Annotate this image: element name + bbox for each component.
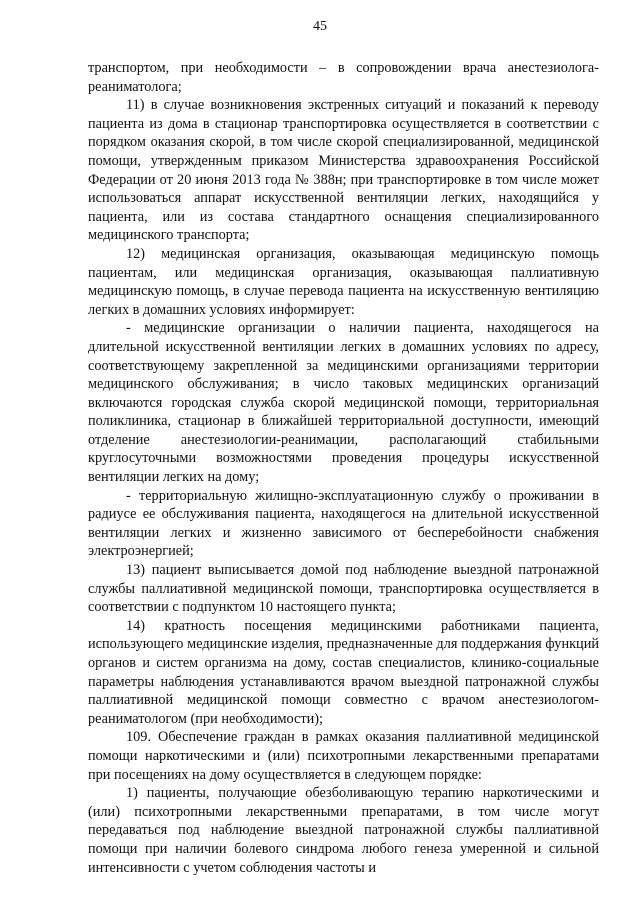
page-number: 45	[313, 19, 327, 34]
paragraph-item-14: 14) кратность посещения медицинскими работниками пациента, использующего медицинские изделия, предназначенные для поддержания функций органов и систем организма на дому, состав специалистов, клинико-социальные параметры наблюдения устанавливаются врачом выездной патронажной службы паллиативной медицинской помощи совместно с врачом анестезиологом-реаниматологом (при необходимости);	[88, 617, 599, 727]
paragraph-item-11: 11) в случае возникновения экстренных ситуаций и показаний к переводу пациента из дома в стационар транспортировка осуществляется в соответствии с порядком оказания скорой, в том числе скорой специализированной, медицинской помощи, утвержденным приказом Министерства здравоохранения Российской Федерации от 20 июня 2013 года № 388н; при транспортировке в том числе может использоваться аппарат искусственной вентиляции легких, находящийся у пациента, или из состава стандартного оснащения специализированного медицинского транспорта;	[88, 97, 599, 244]
paragraph-section-109: 109. Обеспечение граждан в рамках оказания паллиативной медицинской помощи наркотическими и (или) психотропными лекарственными препаратами при посещениях на дому осуществляется в следующем порядке:	[88, 729, 599, 783]
paragraph-item-13: 13) пациент выписывается домой под наблюдение выездной патронажной службы паллиативной медицинской помощи, транспортировка осуществляется в соответствии с подпунктом 10 настоящего пункта;	[88, 562, 599, 616]
document-body	[88, 59, 599, 877]
paragraph-section-109-item-1: 1) пациенты, получающие обезболивающую терапию наркотическими и (или) психотропными лекарственными препаратами, в том числе могут передаваться под наблюдение выездной патронажной службы паллиативной помощи при наличии болевого синдрома любого генеза умеренной и сильной интенсивности с учетом соблюдения частоты и	[88, 785, 599, 876]
paragraph-continuation: транспортом, при необходимости – в сопровождении врача анестезиолога-реаниматолога;	[88, 60, 599, 95]
paragraph-item-12-bullet-2: - территориальную жилищно-эксплуатационную службу о проживании в радиусе ее обслуживания пациента, находящегося на длительной искусственной вентиляции легких и жизненно зависимого от бесперебойности снабжения электроэнергией;	[88, 487, 599, 560]
paragraph-item-12: 12) медицинская организация, оказывающая медицинскую помощь пациентам, или медицинская организация, оказывающая паллиативную медицинскую помощь, в случае перевода пациента на искусственную вентиляцию легких в домашних условиях информирует:	[88, 245, 599, 318]
paragraph-item-12-bullet-1: - медицинские организации о наличии пациента, находящегося на длительной искусственной вентиляции легких в домашних условиях по адресу, соответствующему закрепленной за медицинскими организациями территории медицинского обслуживания; в число таковых медицинских организаций включаются городская служба скорой медицинской помощи, территориальная поликлиника, стационар в ближайшей территориальной доступности, имеющий отделение анестезиологии-реанимации, располагающий стабильными круглосуточными возможностями проведения процедуры искусственной вентиляции легких на дому;	[88, 320, 599, 486]
